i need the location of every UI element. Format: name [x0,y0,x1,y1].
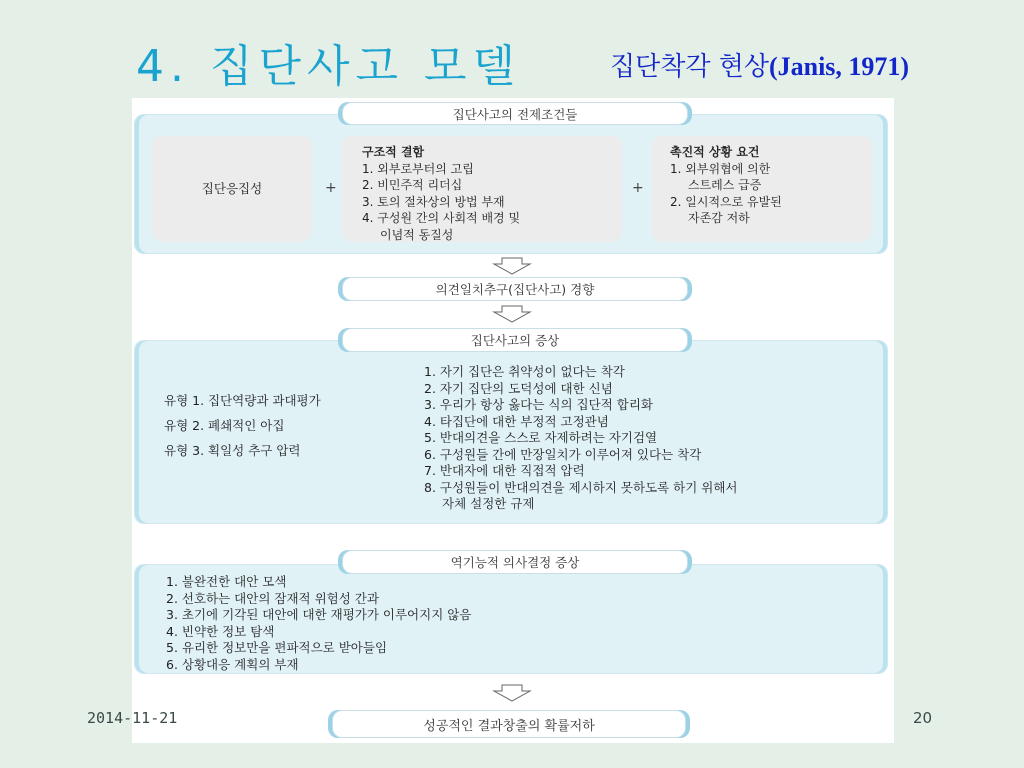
dysfunctional-item: 3. 초기에 기각된 대안에 대한 재평가가 이루어지지 않음 [166,607,472,622]
cohesion-box [152,136,312,242]
symptom-item: 6. 구성원들 간에 만장일치가 이루어져 있다는 착각 [424,446,702,462]
situational-item: 2. 일시적으로 유발된 [670,194,782,209]
structural-item: 1. 외부로부터의 고립 [362,161,474,176]
symptoms-header: 집단사고의 증상 [342,328,688,352]
situational-factors-title: 촉진적 상황 요건 [670,145,760,159]
structural-item: 3. 토의 절차상의 방법 부재 [362,194,505,209]
symptom-list [424,364,738,513]
dysfunctional-list [166,574,471,673]
slide-date: 2014-11-21 [87,709,178,727]
plus-sign-2: + [632,180,644,196]
symptom-item: 5. 반대의견을 스스로 자제하려는 자기검열 [424,430,658,445]
plus-sign-1: + [325,180,337,196]
situational-item: 자존감 저하 [688,211,750,225]
structural-item: 이념적 동질성 [380,227,454,242]
consensus-tendency-box: 의견일치추구(집단사고) 경향 [342,277,688,301]
dysfunctional-item: 6. 상황대응 계획의 부재 [166,656,299,672]
structural-defects-title: 구조적 결함 [362,145,425,159]
symptom-type: 유형 3. 획일성 추구 압력 [164,443,301,458]
structural-item: 4. 구성원 간의 사회적 배경 및 [362,211,521,225]
outcome-box: 성공적인 결과창출의 확률저하 [332,710,686,738]
dysfunctional-item: 1. 불완전한 대안 모색 [166,574,287,589]
cohesion-label: 집단응집성 [201,180,263,196]
slide-title: 4. 집단사고 모델 [136,41,521,92]
symptom-item: 1. 자기 집단은 취약성이 없다는 착각 [424,364,625,379]
down-arrow-icon [490,684,534,702]
symptom-type: 유형 2. 폐쇄적인 아집 [164,418,285,433]
situational-item: 1. 외부위협에 의한 [670,161,771,176]
situational-factors-box [652,136,872,242]
situational-item: 스트레스 급증 [688,178,762,192]
dysfunctional-item: 2. 선호하는 대안의 잠재적 위험성 간과 [166,590,379,606]
subtitle-korean: 집단착각 현상 [610,52,769,82]
symptom-item: 2. 자기 집단의 도덕성에 대한 신념 [424,380,613,396]
symptom-item: 7. 반대자에 대한 직접적 압력 [424,463,585,478]
slide-subtitle [610,46,909,83]
page-number: 20 [913,709,933,727]
preconditions-header: 집단사고의 전제조건들 [342,102,688,125]
dysfunctional-header: 역기능적 의사결정 증상 [342,550,688,574]
down-arrow-icon [490,305,534,323]
symptom-types [164,388,321,463]
symptom-type: 유형 1. 집단역량과 과대평가 [164,393,321,408]
subtitle-citation: (Janis, 1971) [768,52,910,81]
groupthink-diagram [132,98,894,743]
structural-item: 2. 비민주적 리더십 [362,178,463,192]
dysfunctional-item: 4. 빈약한 정보 탐색 [166,623,275,639]
symptom-item: 4. 타집단에 대한 부정적 고정관념 [424,413,609,429]
dysfunctional-item: 5. 유리한 정보만을 편파적으로 받아들임 [166,640,388,655]
symptom-item: 3. 우리가 항상 옳다는 식의 집단적 합리화 [424,397,653,412]
symptom-item: 자체 설정한 규제 [442,496,535,511]
symptom-item: 8. 구성원들이 반대의견을 제시하지 못하도록 하기 위해서 [424,479,738,495]
down-arrow-icon [490,257,534,275]
structural-defects-box [342,136,622,242]
